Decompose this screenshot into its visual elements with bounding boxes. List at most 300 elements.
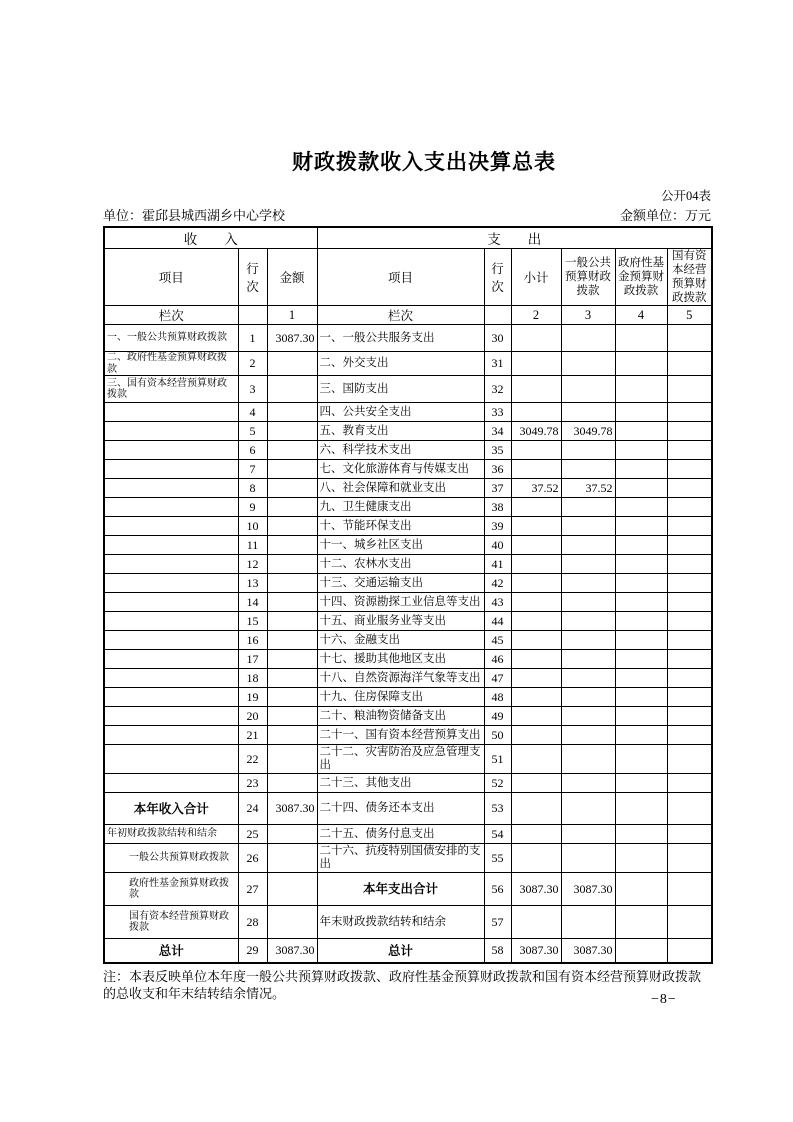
- gov-fund-cell: [615, 593, 667, 612]
- general-budget-cell: 3087.30: [561, 873, 615, 906]
- expense-rowno-cell: 30: [484, 325, 511, 352]
- expense-rowno-cell: 46: [484, 650, 511, 669]
- expense-item-cell: 十五、商业服务业等支出: [317, 612, 484, 631]
- table-row: [104, 325, 712, 352]
- col-header-gov-fund: 政府性基金预算财政拨款: [615, 249, 667, 306]
- expense-item-cell: 本年支出合计: [317, 873, 484, 906]
- table-code-label: 公开04表: [660, 189, 711, 203]
- income-item-cell: [104, 593, 238, 612]
- index-blank-expense: [484, 306, 511, 325]
- income-amount-cell: [267, 517, 317, 536]
- table-row: [104, 555, 712, 574]
- gov-fund-cell: [615, 612, 667, 631]
- expense-rowno-cell: 33: [484, 403, 511, 422]
- income-item-cell: 二、政府性基金预算财政拨款: [104, 352, 238, 376]
- state-capital-cell: [667, 669, 712, 688]
- expense-item-cell: 八、社会保障和就业支出: [317, 479, 484, 498]
- table-row: [104, 726, 712, 745]
- gov-fund-cell: [615, 707, 667, 726]
- expense-item-cell: 十一、城乡社区支出: [317, 536, 484, 555]
- income-item-cell: [104, 650, 238, 669]
- income-amount-cell: [267, 873, 317, 906]
- table-row: [104, 844, 712, 873]
- income-rowno-cell: 23: [238, 774, 267, 793]
- table-row: [104, 441, 712, 460]
- income-item-cell: [104, 631, 238, 650]
- state-capital-cell: [667, 688, 712, 707]
- subtotal-cell: [511, 707, 561, 726]
- expense-rowno-cell: 58: [484, 939, 511, 964]
- income-rowno-cell: 9: [238, 498, 267, 517]
- income-item-cell: 本年收入合计: [104, 793, 238, 825]
- expense-item-cell: 二十五、债务付息支出: [317, 825, 484, 844]
- income-section-header: 收 入: [104, 227, 317, 249]
- fiscal-table: [103, 226, 713, 964]
- income-amount-cell: [267, 460, 317, 479]
- income-item-cell: [104, 498, 238, 517]
- income-item-cell: [104, 707, 238, 726]
- subtotal-cell: [511, 376, 561, 403]
- gov-fund-cell: [615, 325, 667, 352]
- income-amount-cell: [267, 844, 317, 873]
- table-row: [104, 906, 712, 939]
- general-budget-cell: [561, 536, 615, 555]
- table-body: [104, 325, 712, 964]
- gov-fund-cell: [615, 460, 667, 479]
- expense-rowno-cell: 53: [484, 793, 511, 825]
- state-capital-cell: [667, 939, 712, 964]
- expense-rowno-cell: 57: [484, 906, 511, 939]
- income-rowno-cell: 14: [238, 593, 267, 612]
- state-capital-cell: [667, 825, 712, 844]
- expense-rowno-cell: 50: [484, 726, 511, 745]
- gov-fund-cell: [615, 352, 667, 376]
- income-amount-cell: [267, 726, 317, 745]
- expense-rowno-cell: 35: [484, 441, 511, 460]
- gov-fund-cell: [615, 939, 667, 964]
- state-capital-cell: [667, 906, 712, 939]
- table-row: [104, 793, 712, 825]
- expense-item-cell: 二十四、债务还本支出: [317, 793, 484, 825]
- index-label-expense: 栏次: [317, 306, 484, 325]
- state-capital-cell: [667, 555, 712, 574]
- subtotal-cell: [511, 650, 561, 669]
- gov-fund-cell: [615, 441, 667, 460]
- table-row: [104, 460, 712, 479]
- gov-fund-cell: [615, 873, 667, 906]
- gov-fund-cell: [615, 669, 667, 688]
- gov-fund-cell: [615, 376, 667, 403]
- general-budget-cell: [561, 825, 615, 844]
- income-amount-cell: [267, 593, 317, 612]
- income-rowno-cell: 16: [238, 631, 267, 650]
- income-amount-cell: [267, 498, 317, 517]
- expense-item-cell: 三、国防支出: [317, 376, 484, 403]
- expense-rowno-cell: 41: [484, 555, 511, 574]
- general-budget-cell: 3049.78: [561, 422, 615, 441]
- subtotal-cell: [511, 536, 561, 555]
- subtotal-cell: [511, 574, 561, 593]
- income-item-cell: 国有资本经营预算财政拨款: [104, 906, 238, 939]
- gov-fund-cell: [615, 774, 667, 793]
- subtotal-cell: [511, 517, 561, 536]
- subtotal-cell: [511, 726, 561, 745]
- col-header-expense-rowno: 行次: [484, 249, 511, 306]
- state-capital-cell: [667, 422, 712, 441]
- expense-rowno-cell: 44: [484, 612, 511, 631]
- income-amount-cell: [267, 774, 317, 793]
- gov-fund-cell: [615, 498, 667, 517]
- expense-item-cell: 七、文化旅游体育与传媒支出: [317, 460, 484, 479]
- index-col-4: 4: [615, 306, 667, 325]
- table-note: 注：本表反映单位本年度一般公共预算财政拨款、政府性基金预算财政拨款和国有资本经营预算财政拨款的总收支和年末结转结余情况。: [103, 969, 702, 1001]
- gov-fund-cell: [615, 825, 667, 844]
- gov-fund-cell: [615, 650, 667, 669]
- state-capital-cell: [667, 403, 712, 422]
- table-row: [104, 939, 712, 964]
- subtotal-cell: [511, 593, 561, 612]
- table-row: [104, 352, 712, 376]
- income-amount-cell: [267, 669, 317, 688]
- income-amount-cell: [267, 403, 317, 422]
- general-budget-cell: [561, 593, 615, 612]
- state-capital-cell: [667, 726, 712, 745]
- table-row: [104, 873, 712, 906]
- expense-item-cell: 二十、粮油物资储备支出: [317, 707, 484, 726]
- subtotal-cell: [511, 555, 561, 574]
- table-row: [104, 422, 712, 441]
- income-rowno-cell: 15: [238, 612, 267, 631]
- subtotal-cell: [511, 825, 561, 844]
- expense-item-cell: 二、外交支出: [317, 352, 484, 376]
- expense-rowno-cell: 38: [484, 498, 511, 517]
- general-budget-cell: [561, 403, 615, 422]
- state-capital-cell: [667, 479, 712, 498]
- subtotal-cell: [511, 352, 561, 376]
- state-capital-cell: [667, 774, 712, 793]
- table-row: [104, 707, 712, 726]
- expense-item-cell: 十八、自然资源海洋气象等支出: [317, 669, 484, 688]
- state-capital-cell: [667, 593, 712, 612]
- table-row: [104, 612, 712, 631]
- general-budget-cell: [561, 707, 615, 726]
- general-budget-cell: [561, 745, 615, 774]
- table-row: [104, 498, 712, 517]
- income-item-cell: [104, 612, 238, 631]
- income-amount-cell: [267, 536, 317, 555]
- col-header-income-amount: 金额: [267, 249, 317, 306]
- income-rowno-cell: 18: [238, 669, 267, 688]
- expense-rowno-cell: 51: [484, 745, 511, 774]
- state-capital-cell: [667, 460, 712, 479]
- income-rowno-cell: 21: [238, 726, 267, 745]
- state-capital-cell: [667, 376, 712, 403]
- table-row: [104, 536, 712, 555]
- income-rowno-cell: 12: [238, 555, 267, 574]
- income-amount-cell: 3087.30: [267, 939, 317, 964]
- column-header-row: [104, 249, 712, 306]
- expense-item-cell: 年末财政拨款结转和结余: [317, 906, 484, 939]
- general-budget-cell: [561, 498, 615, 517]
- expense-rowno-cell: 55: [484, 844, 511, 873]
- unit-label: 单位：霍邱县城西湖乡中心学校: [103, 208, 286, 223]
- income-amount-cell: [267, 745, 317, 774]
- income-item-cell: [104, 460, 238, 479]
- expense-rowno-cell: 36: [484, 460, 511, 479]
- expense-section-header: 支 出: [317, 227, 712, 249]
- income-amount-cell: [267, 574, 317, 593]
- income-amount-cell: [267, 352, 317, 376]
- gov-fund-cell: [615, 574, 667, 593]
- income-rowno-cell: 13: [238, 574, 267, 593]
- income-item-cell: 一、一般公共预算财政拨款: [104, 325, 238, 352]
- page-number: −8−: [651, 992, 677, 1007]
- col-header-state-capital: 国有资本经营预算财政拨款: [667, 249, 712, 306]
- subtotal-cell: [511, 403, 561, 422]
- expense-item-cell: 九、卫生健康支出: [317, 498, 484, 517]
- income-rowno-cell: 20: [238, 707, 267, 726]
- expense-rowno-cell: 54: [484, 825, 511, 844]
- general-budget-cell: [561, 460, 615, 479]
- table-row: [104, 403, 712, 422]
- expense-rowno-cell: 48: [484, 688, 511, 707]
- subtotal-cell: [511, 793, 561, 825]
- expense-rowno-cell: 42: [484, 574, 511, 593]
- income-item-cell: [104, 726, 238, 745]
- general-budget-cell: 3087.30: [561, 939, 615, 964]
- index-col-2: 2: [511, 306, 561, 325]
- gov-fund-cell: [615, 906, 667, 939]
- subtotal-cell: 37.52: [511, 479, 561, 498]
- state-capital-cell: [667, 612, 712, 631]
- unit-info-row: [103, 205, 711, 226]
- income-rowno-cell: 17: [238, 650, 267, 669]
- general-budget-cell: [561, 376, 615, 403]
- income-amount-cell: [267, 688, 317, 707]
- general-budget-cell: [561, 669, 615, 688]
- general-budget-cell: [561, 906, 615, 939]
- expense-item-cell: 二十三、其他支出: [317, 774, 484, 793]
- income-rowno-cell: 19: [238, 688, 267, 707]
- income-amount-cell: 3087.30: [267, 325, 317, 352]
- gov-fund-cell: [615, 536, 667, 555]
- income-amount-cell: [267, 479, 317, 498]
- subtotal-cell: [511, 631, 561, 650]
- subtotal-cell: [511, 774, 561, 793]
- col-header-general-budget: 一般公共预算财政拨款: [561, 249, 615, 306]
- income-amount-cell: [267, 555, 317, 574]
- state-capital-cell: [667, 650, 712, 669]
- expense-item-cell: 十九、住房保障支出: [317, 688, 484, 707]
- general-budget-cell: [561, 631, 615, 650]
- subtotal-cell: [511, 688, 561, 707]
- income-rowno-cell: 22: [238, 745, 267, 774]
- income-item-cell: 一般公共预算财政拨款: [104, 844, 238, 873]
- subtotal-cell: [511, 669, 561, 688]
- state-capital-cell: [667, 793, 712, 825]
- col-header-income-item: 项目: [104, 249, 238, 306]
- table-row: [104, 631, 712, 650]
- subtotal-cell: [511, 745, 561, 774]
- expense-item-cell: 十、节能环保支出: [317, 517, 484, 536]
- expense-rowno-cell: 32: [484, 376, 511, 403]
- column-index-row: [104, 306, 712, 325]
- table-row: [104, 517, 712, 536]
- general-budget-cell: [561, 726, 615, 745]
- income-item-cell: [104, 669, 238, 688]
- state-capital-cell: [667, 631, 712, 650]
- state-capital-cell: [667, 325, 712, 352]
- state-capital-cell: [667, 536, 712, 555]
- income-item-cell: [104, 517, 238, 536]
- subtotal-cell: [511, 906, 561, 939]
- amount-unit-label: 金额单位：万元: [619, 208, 711, 223]
- general-budget-cell: [561, 574, 615, 593]
- expense-rowno-cell: 49: [484, 707, 511, 726]
- state-capital-cell: [667, 441, 712, 460]
- expense-rowno-cell: 52: [484, 774, 511, 793]
- state-capital-cell: [667, 498, 712, 517]
- income-rowno-cell: 4: [238, 403, 267, 422]
- gov-fund-cell: [615, 688, 667, 707]
- table-row: [104, 688, 712, 707]
- income-amount-cell: 3087.30: [267, 793, 317, 825]
- income-item-cell: [104, 688, 238, 707]
- income-item-cell: [104, 441, 238, 460]
- gov-fund-cell: [615, 517, 667, 536]
- income-rowno-cell: 26: [238, 844, 267, 873]
- subtotal-cell: [511, 460, 561, 479]
- income-amount-cell: [267, 376, 317, 403]
- income-rowno-cell: 1: [238, 325, 267, 352]
- general-budget-cell: [561, 441, 615, 460]
- expense-rowno-cell: 47: [484, 669, 511, 688]
- general-budget-cell: 37.52: [561, 479, 615, 498]
- subtotal-cell: 3087.30: [511, 873, 561, 906]
- expense-item-cell: 十六、金融支出: [317, 631, 484, 650]
- income-item-cell: [104, 479, 238, 498]
- income-amount-cell: [267, 631, 317, 650]
- expense-item-cell: 十三、交通运输支出: [317, 574, 484, 593]
- general-budget-cell: [561, 793, 615, 825]
- income-amount-cell: [267, 825, 317, 844]
- income-rowno-cell: 10: [238, 517, 267, 536]
- subtotal-cell: [511, 441, 561, 460]
- income-rowno-cell: 28: [238, 906, 267, 939]
- table-row: [104, 376, 712, 403]
- income-rowno-cell: 3: [238, 376, 267, 403]
- col-header-expense-item: 项目: [317, 249, 484, 306]
- gov-fund-cell: [615, 745, 667, 774]
- expense-rowno-cell: 34: [484, 422, 511, 441]
- state-capital-cell: [667, 352, 712, 376]
- expense-rowno-cell: 39: [484, 517, 511, 536]
- income-item-cell: 政府性基金预算财政拨款: [104, 873, 238, 906]
- gov-fund-cell: [615, 422, 667, 441]
- table-row: [104, 774, 712, 793]
- document-content: [103, 0, 711, 1002]
- general-budget-cell: [561, 688, 615, 707]
- expense-item-cell: 二十一、国有资本经营预算支出: [317, 726, 484, 745]
- income-amount-cell: [267, 707, 317, 726]
- subtotal-cell: 3087.30: [511, 939, 561, 964]
- state-capital-cell: [667, 707, 712, 726]
- income-item-cell: 三、国有资本经营预算财政拨款: [104, 376, 238, 403]
- subtotal-cell: [511, 498, 561, 517]
- subtotal-cell: [511, 844, 561, 873]
- income-item-cell: [104, 536, 238, 555]
- general-budget-cell: [561, 844, 615, 873]
- general-budget-cell: [561, 517, 615, 536]
- income-item-cell: [104, 555, 238, 574]
- index-blank-income: [238, 306, 267, 325]
- expense-item-cell: 十七、援助其他地区支出: [317, 650, 484, 669]
- col-header-income-rowno: 行次: [238, 249, 267, 306]
- gov-fund-cell: [615, 555, 667, 574]
- expense-item-cell: 五、教育支出: [317, 422, 484, 441]
- general-budget-cell: [561, 774, 615, 793]
- income-rowno-cell: 7: [238, 460, 267, 479]
- income-item-cell: 总计: [104, 939, 238, 964]
- income-rowno-cell: 8: [238, 479, 267, 498]
- expense-item-cell: 总计: [317, 939, 484, 964]
- expense-rowno-cell: 45: [484, 631, 511, 650]
- table-row: [104, 574, 712, 593]
- income-amount-cell: [267, 906, 317, 939]
- subtotal-cell: [511, 325, 561, 352]
- expense-item-cell: 六、科学技术支出: [317, 441, 484, 460]
- general-budget-cell: [561, 325, 615, 352]
- table-row: [104, 650, 712, 669]
- state-capital-cell: [667, 844, 712, 873]
- index-col-3: 3: [561, 306, 615, 325]
- expense-item-cell: 二十二、灾害防治及应急管理支出: [317, 745, 484, 774]
- income-rowno-cell: 25: [238, 825, 267, 844]
- table-row: [104, 745, 712, 774]
- general-budget-cell: [561, 352, 615, 376]
- general-budget-cell: [561, 650, 615, 669]
- income-rowno-cell: 6: [238, 441, 267, 460]
- gov-fund-cell: [615, 793, 667, 825]
- income-item-cell: [104, 745, 238, 774]
- page-title: 财政拨款收入支出决算总表: [292, 151, 556, 174]
- general-budget-cell: [561, 555, 615, 574]
- table-row: [104, 669, 712, 688]
- state-capital-cell: [667, 873, 712, 906]
- gov-fund-cell: [615, 844, 667, 873]
- expense-rowno-cell: 56: [484, 873, 511, 906]
- income-rowno-cell: 24: [238, 793, 267, 825]
- gov-fund-cell: [615, 403, 667, 422]
- income-amount-cell: [267, 422, 317, 441]
- state-capital-cell: [667, 745, 712, 774]
- income-item-cell: [104, 422, 238, 441]
- expense-item-cell: 二十六、抗疫特别国债安排的支出: [317, 844, 484, 873]
- income-rowno-cell: 27: [238, 873, 267, 906]
- col-header-subtotal: 小计: [511, 249, 561, 306]
- index-label-income: 栏次: [104, 306, 238, 325]
- gov-fund-cell: [615, 631, 667, 650]
- income-item-cell: [104, 574, 238, 593]
- income-amount-cell: [267, 612, 317, 631]
- expense-rowno-cell: 31: [484, 352, 511, 376]
- income-amount-cell: [267, 650, 317, 669]
- subtotal-cell: 3049.78: [511, 422, 561, 441]
- subtotal-cell: [511, 612, 561, 631]
- table-row: [104, 593, 712, 612]
- income-item-cell: 年初财政拨款结转和结余: [104, 825, 238, 844]
- state-capital-cell: [667, 517, 712, 536]
